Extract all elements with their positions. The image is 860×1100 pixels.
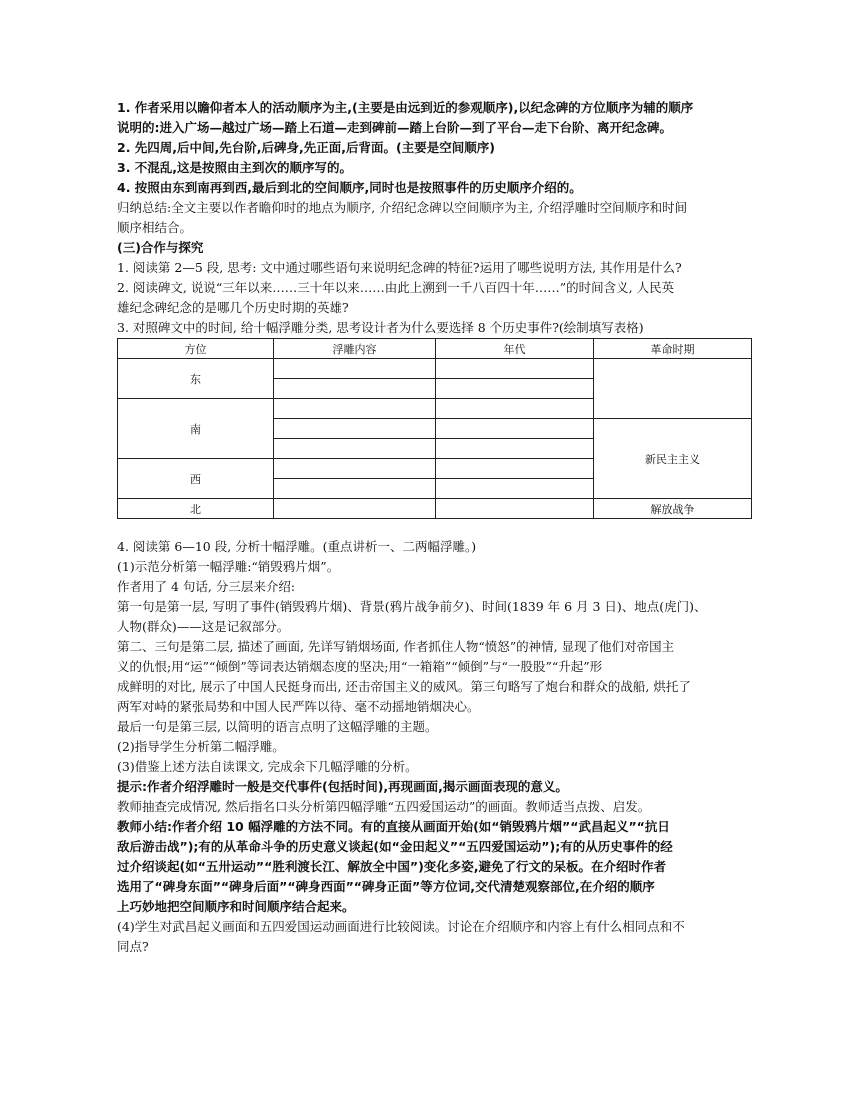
table-cell-empty: [436, 439, 594, 459]
table-cell-empty: [274, 499, 436, 519]
analysis-section: [117, 537, 757, 957]
table-cell-empty: [594, 359, 752, 419]
table-cell-empty: [436, 419, 594, 439]
text-line: 3. 对照碑文中的时间, 给十幅浮雕分类, 思考设计者为什么要选择 8 个历史事件?(绘制填写表格): [117, 320, 644, 335]
text-line: 教师抽查完成情况, 然后指名口头分析第四幅浮雕“五四爱国运动”的画面。教师适当点拨、启发。: [117, 799, 651, 814]
summary-line: 教师小结:作者介绍 10 幅浮雕的方法不同。有的直接从画面开始(如“销毁鸦片烟”“武昌起义”“抗日: [117, 819, 670, 834]
text-line: 同点?: [117, 939, 149, 954]
table-header: 年代: [436, 339, 594, 359]
table-cell-empty: [274, 379, 436, 399]
table-cell-empty: [274, 439, 436, 459]
text-line: 成鲜明的对比, 展示了中国人民挺身而出, 还击帝国主义的威风。第三句略写了炮台和群众的战船, 烘托了: [117, 679, 691, 694]
table-cell-empty: [436, 479, 594, 499]
text-line: 最后一句是第三层, 以简明的语言点明了这幅浮雕的主题。: [117, 719, 438, 734]
table-cell-direction: 南: [118, 399, 274, 459]
table-header: 革命时期: [594, 339, 752, 359]
text-line: 人物(群众)——这是记叙部分。: [117, 619, 290, 634]
text-line: 2. 阅读碑文, 说说“三年以来……三十年以来……由此上溯到一千八百四十年……”的时间含义, 人民英: [117, 280, 675, 295]
table-cell-direction: 北: [118, 499, 274, 519]
text-line: 1. 作者采用以瞻仰者本人的活动顺序为主,(主要是由远到近的参观顺序),以纪念碑的方位顺序为辅的顺序: [117, 100, 694, 115]
table-cell-direction: 西: [118, 459, 274, 499]
text-line: 作者用了 4 句话, 分三层来介绍:: [117, 579, 296, 594]
text-line: 第一句是第一层, 写明了事件(销毁鸦片烟)、背景(鸦片战争前夕)、时间(1839 年 6 月 3 日)、地点(虎门)、: [117, 599, 707, 614]
text-line: 说明的:进入广场—越过广场—踏上石道—走到碑前—踏上台阶—到了平台—走下台阶、离开纪念碑。: [117, 120, 673, 135]
table-header: 浮雕内容: [274, 339, 436, 359]
table-cell-empty: [436, 359, 594, 379]
text-line: (4)学生对武昌起义画面和五四爱国运动画面进行比较阅读。讨论在介绍顺序和内容上有什么相同点和不: [117, 919, 685, 934]
table-cell-empty: [274, 419, 436, 439]
text-line: 义的仇恨;用“运”“倾倒”等词表达销烟态度的坚决;用“一箱箱”“倾倒”与“一股股”“升起”形: [117, 659, 603, 674]
section-heading: (三)合作与探究: [117, 240, 204, 255]
text-line: 雄纪念碑纪念的是哪几个历史时期的英雄?: [117, 300, 349, 315]
text-line: 归纳总结:全文主要以作者瞻仰时的地点为顺序, 介绍纪念碑以空间顺序为主, 介绍浮雕时空间顺序和时间: [117, 200, 688, 215]
table-header: 方位: [118, 339, 274, 359]
summary-line: 选用了“碑身东面”“碑身后面”“碑身西面”“碑身正面”等方位词,交代清楚观察部位,在介绍的顺序: [117, 879, 655, 894]
text-line: (3)借鉴上述方法自读课文, 完成余下几幅浮雕的分析。: [117, 759, 418, 774]
text-line: 顺序相结合。: [117, 220, 193, 235]
text-line: 3. 不混乱,这是按照由主到次的顺序写的。: [117, 160, 353, 175]
table-cell-empty: [274, 399, 436, 419]
answer-section: [117, 98, 757, 338]
table-cell-empty: [274, 359, 436, 379]
table-cell-empty: [436, 399, 594, 419]
text-line: 2. 先四周,后中间,先台阶,后碑身,先正面,后背面。(主要是空间顺序): [117, 140, 495, 155]
text-line: 两军对峙的紧张局势和中国人民严阵以待、毫不动摇地销烟决心。: [117, 699, 480, 714]
table-cell-direction: 东: [118, 359, 274, 399]
hint-line: 提示:作者介绍浮雕时一般是交代事件(包括时间),再现画面,揭示画面表现的意义。: [117, 779, 568, 794]
table-cell-period: 解放战争: [594, 499, 752, 519]
text-line: 1. 阅读第 2—5 段, 思考: 文中通过哪些语句来说明纪念碑的特征?运用了哪些说明方法, 其作用是什么?: [117, 260, 682, 275]
table-cell-period: 新民主主义: [594, 419, 752, 499]
summary-line: 上巧妙地把空间顺序和时间顺序结合起来。: [117, 899, 355, 914]
table-cell-empty: [436, 379, 594, 399]
summary-line: 敌后游击战”);有的从革命斗争的历史意义谈起(如“金田起义”“五四爱国运动”);有的从历史事件的经: [117, 839, 673, 854]
table-cell-empty: [274, 459, 436, 479]
summary-line: 过介绍谈起(如“五卅运动”“胜利渡长江、解放全中国”)变化多姿,避免了行文的呆板。在介绍时作者: [117, 859, 667, 874]
table-cell-empty: [436, 459, 594, 479]
text-line: 第二、三句是第二层, 描述了画面, 先详写销烟场面, 作者抓住人物“愤怒”的神情, 显现了他们对帝国主: [117, 639, 675, 654]
text-line: 4. 阅读第 6—10 段, 分析十幅浮雕。(重点讲析一、二两幅浮雕。): [117, 539, 477, 554]
text-line: (1)示范分析第一幅浮雕:“销毁鸦片烟”。: [117, 559, 340, 574]
relief-table: [117, 338, 752, 519]
table-cell-empty: [436, 499, 594, 519]
table-cell-empty: [274, 479, 436, 499]
document-page: [117, 98, 757, 957]
text-line: (2)指导学生分析第二幅浮雕。: [117, 739, 285, 754]
text-line: 4. 按照由东到南再到西,最后到北的空间顺序,同时也是按照事件的历史顺序介绍的。: [117, 180, 582, 195]
